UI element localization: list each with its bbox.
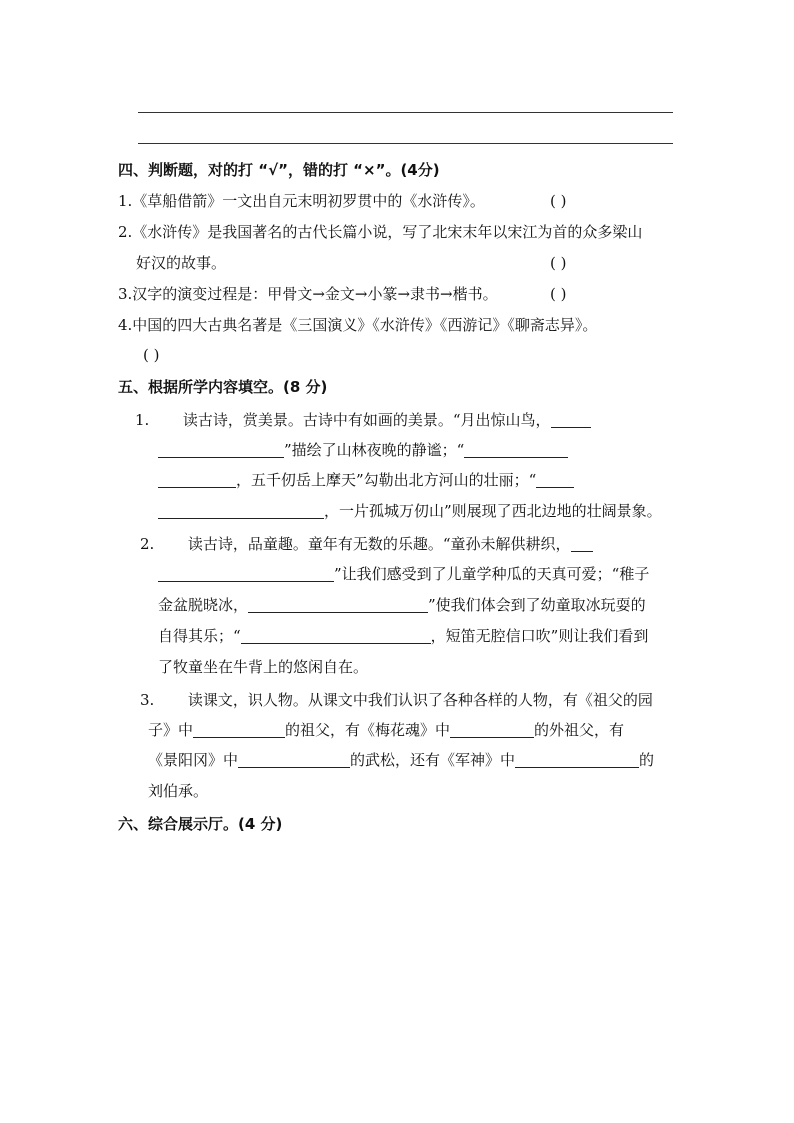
fill-item-1-line3	[158, 470, 574, 490]
blank-1f[interactable]	[158, 503, 324, 519]
judge-question-2-line2: 好汉的故事。	[136, 254, 227, 272]
fill-item-3-line4: 刘伯承。	[148, 782, 209, 800]
answer-line-2[interactable]	[138, 143, 673, 144]
blank-1a[interactable]	[551, 412, 591, 428]
fill-item-3-text-c: 的祖父，有《梅花魂》中	[285, 721, 451, 739]
answer-line-1[interactable]	[138, 112, 673, 113]
judge-question-1	[118, 191, 485, 211]
fill-item-3-line1	[140, 690, 653, 710]
fill-item-2-text-a: 读古诗，品童趣。童年有无数的乐趣。“童孙未解供耕织，	[187, 535, 571, 553]
judge-answer-4[interactable]: ( )	[143, 346, 160, 364]
blank-2d[interactable]	[241, 628, 431, 644]
fill-item-1-text-b: ”描绘了山林夜晚的静谧；“	[284, 441, 465, 459]
section4-heading: 四、判断题，对的打 “√”，错的打 “×”。(4分)	[118, 161, 440, 179]
fill-item-1-text-c: ，五千仞岳上摩天”勾勒出北方河山的壮丽；“	[236, 471, 537, 489]
fill-item-2-number: 2.	[140, 535, 155, 553]
fill-item-3-text-e: 《景阳冈》中	[148, 751, 239, 769]
fill-item-3-number: 3.	[140, 691, 155, 709]
fill-item-2-text-d: ”使我们体会到了幼童取冰玩耍的	[428, 596, 646, 614]
fill-item-2-line4	[158, 626, 648, 646]
fill-item-3-text-b: 子》中	[148, 721, 194, 739]
fill-item-1-text-d: ，一片孤城万仞山”则展现了西北边地的壮阔景象。	[324, 502, 662, 520]
fill-item-3-line2	[148, 720, 624, 740]
fill-item-1-line1	[135, 410, 591, 430]
fill-item-2-text-f: ，短笛无腔信口吹”则让我们看到	[430, 627, 649, 645]
fill-item-1-line2	[158, 440, 568, 460]
blank-2a[interactable]	[571, 536, 593, 552]
fill-item-2-text-c: 金盆脱晓冰，	[158, 596, 249, 614]
section5-heading: 五、根据所学内容填空。(8 分)	[118, 378, 328, 396]
fill-item-2-text-e: 自得其乐；“	[158, 627, 241, 645]
fill-item-2-line1	[140, 534, 593, 554]
blank-3a[interactable]	[193, 722, 285, 738]
blank-3c[interactable]	[238, 752, 350, 768]
blank-1c[interactable]	[464, 442, 568, 458]
judge-answer-1[interactable]: ( )	[550, 192, 567, 210]
blank-1b[interactable]	[158, 442, 284, 458]
fill-item-1-line4	[158, 501, 662, 521]
judge-answer-3[interactable]: ( )	[550, 285, 567, 303]
fill-item-3-text-g: 的	[639, 751, 655, 769]
blank-3b[interactable]	[450, 722, 534, 738]
fill-item-3-text-d: 的外祖父，有	[534, 721, 625, 739]
fill-item-2-line5: 了牧童坐在牛背上的悠闲自在。	[158, 658, 369, 676]
fill-item-3-line3	[148, 750, 654, 770]
fill-item-2-text-b: ”让我们感受到了儿童学种瓜的天真可爱；“稚子	[334, 565, 650, 583]
fill-item-1-text-a: 读古诗，赏美景。古诗中有如画的美景。“月出惊山鸟，	[182, 411, 551, 429]
blank-1e[interactable]	[536, 472, 574, 488]
fill-item-3-text-a: 读课文，识人物。从课文中我们认识了各种各样的人物，有《祖父的园	[187, 691, 653, 709]
judge-question-2-line1: 2.《水浒传》是我国著名的古代长篇小说，写了北宋末年以宋江为首的众多梁山	[118, 223, 643, 241]
blank-3d[interactable]	[515, 752, 639, 768]
blank-1d[interactable]	[158, 472, 236, 488]
blank-2b[interactable]	[158, 566, 334, 582]
section6-heading: 六、综合展示厅。(4 分)	[118, 815, 283, 833]
judge-answer-2[interactable]: ( )	[550, 254, 567, 272]
fill-item-3-text-f: 的武松，还有《军神》中	[350, 751, 516, 769]
judge-question-1-text: 1.《草船借箭》一文出自元末明初罗贯中的《水浒传》。	[118, 192, 485, 210]
fill-item-2-line2	[158, 564, 649, 584]
fill-item-2-line3	[158, 595, 646, 615]
judge-question-3: 3.汉字的演变过程是：甲骨文→金文→小篆→隶书→楷书。	[118, 285, 498, 303]
fill-item-1-number: 1.	[135, 411, 150, 429]
blank-2c[interactable]	[248, 597, 428, 613]
judge-question-4: 4.中国的四大古典名著是《三国演义》《水浒传》《西游记》《聊斋志异》。	[118, 316, 598, 334]
